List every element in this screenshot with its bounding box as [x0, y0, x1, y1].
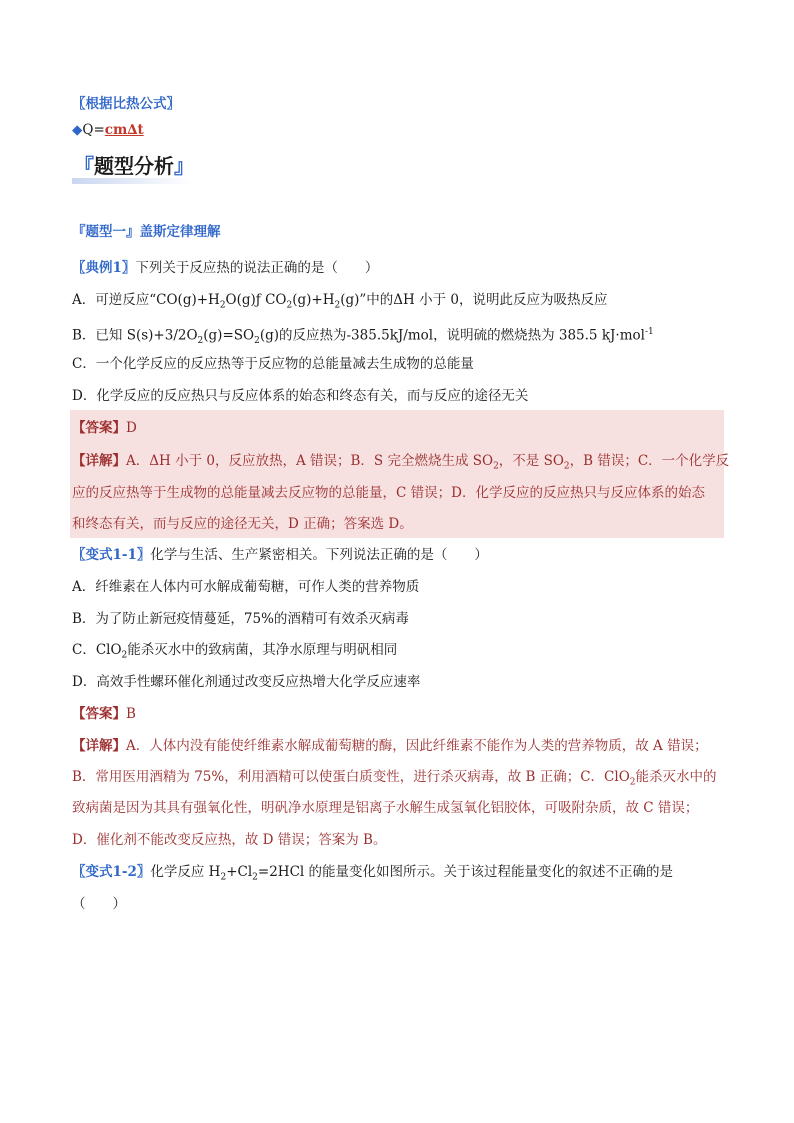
- example1-question: [72, 258, 724, 278]
- formula-expression: cm∆t: [104, 122, 144, 138]
- formula-prefix: Q=: [82, 122, 105, 138]
- example1-option-a: A．可逆反应“$CO(g)+H_2O(g)ƒ$ $CO_2(g)+H_2(g)$”中的ΔH 小于 0，说明此反应为吸热反应: [72, 292, 608, 311]
- variant1-question: 〖变式1-1〗化学与生活、生产紧密相关。下列说法正确的是（ ）: [72, 547, 488, 563]
- variant2-question: 〖变式1-2〗化学反应 $H_2+Cl_2=2HCl$ 的能量变化如图所示。关于该过程能量变化的叙述不正确的是: [72, 864, 674, 883]
- example1-answer: 【答案】D: [72, 420, 137, 436]
- example1-option-c: C．一个化学反应的反应热等于反应物的总能量减去生成物的总能量: [72, 356, 474, 372]
- variant1-detail-line3: 致病菌是因为其具有强氧化性，明矾净水原理是铝离子水解生成氢氧化铝胶体，可吸附杂质，故 C 错误；: [72, 800, 699, 816]
- variant1-detail-line1: 【详解】A．人体内没有能使纤维素水解成葡萄糖的酶，因此纤维素不能作为人类的营养物质，故 A 错误；: [72, 738, 708, 754]
- example1-label: 〖典例1〗: [72, 260, 136, 276]
- variant1-option-a: A．纤维素在人体内可水解成葡萄糖，可作人类的营养物质: [72, 579, 420, 595]
- variant2-label: 〖变式1-2〗: [72, 864, 151, 880]
- type1-heading: 『题型一』盖斯定律理解: [72, 224, 221, 240]
- formula-heading: 〖根据比热公式〗: [72, 96, 180, 112]
- section-title: [74, 150, 194, 179]
- section-title-text: 题型分析: [94, 154, 174, 178]
- variant1-option-b: B．为了防止新冠疫情蔓延，75%的酒精可有效杀灭病毒: [72, 611, 409, 627]
- example1-question-text: 下列关于反应热的说法正确的是（ ）: [135, 260, 379, 276]
- variant1-option-d: D．高效手性螺环催化剂通过改变反应热增大化学反应速率: [72, 674, 421, 690]
- section-bracket-right: 』: [174, 154, 194, 178]
- variant1-label: 〖变式1-1〗: [72, 547, 151, 563]
- section-bracket-left: 『: [74, 154, 94, 178]
- variant1-detail-line2: B．常用医用酒精为 75%，利用酒精可以使蛋白质变性，进行杀灭病毒，故 B 正确；C．ClO$_2$能杀灭水中的: [72, 769, 717, 788]
- formula-line: [72, 120, 724, 140]
- diamond-bullet-icon: ◆: [72, 122, 83, 138]
- example1-detail-line2: 应的反应热等于生成物的总能量减去反应物的总能量，C 错误；D．化学反应的反应热只与反应体系的始态: [72, 485, 705, 501]
- example1-detail-line3: 和终态有关，而与反应的途径无关，D 正确；答案选 D。: [72, 516, 413, 532]
- example1-detail-line1: 【详解】A．ΔH 小于 0，反应放热，A 错误；B．S 完全燃烧生成 $SO_2$，不是 $SO_2$，B 错误；C．一个化学反: [72, 453, 730, 472]
- example1-option-b: B．已知 $S(s)+3/2O_2(g)=SO_2(g)$的反应热为-385.5kJ/mol，说明硫的燃烧热为 385.5 kJ·mol$^{-1}$: [72, 327, 654, 347]
- variant1-detail-line4: D．催化剂不能改变反应热，故 D 错误；答案为 B。: [72, 832, 387, 848]
- example1-option-d: D．化学反应的反应热只与反应体系的始态和终态有关，而与反应的途径无关: [72, 388, 529, 404]
- variant2-question-blank: （ ）: [72, 896, 126, 912]
- variant1-option-c: C．ClO$_2$能杀灭水中的致病菌，其净水原理与明矾相同: [72, 642, 398, 661]
- variant1-answer: 【答案】B: [72, 706, 136, 722]
